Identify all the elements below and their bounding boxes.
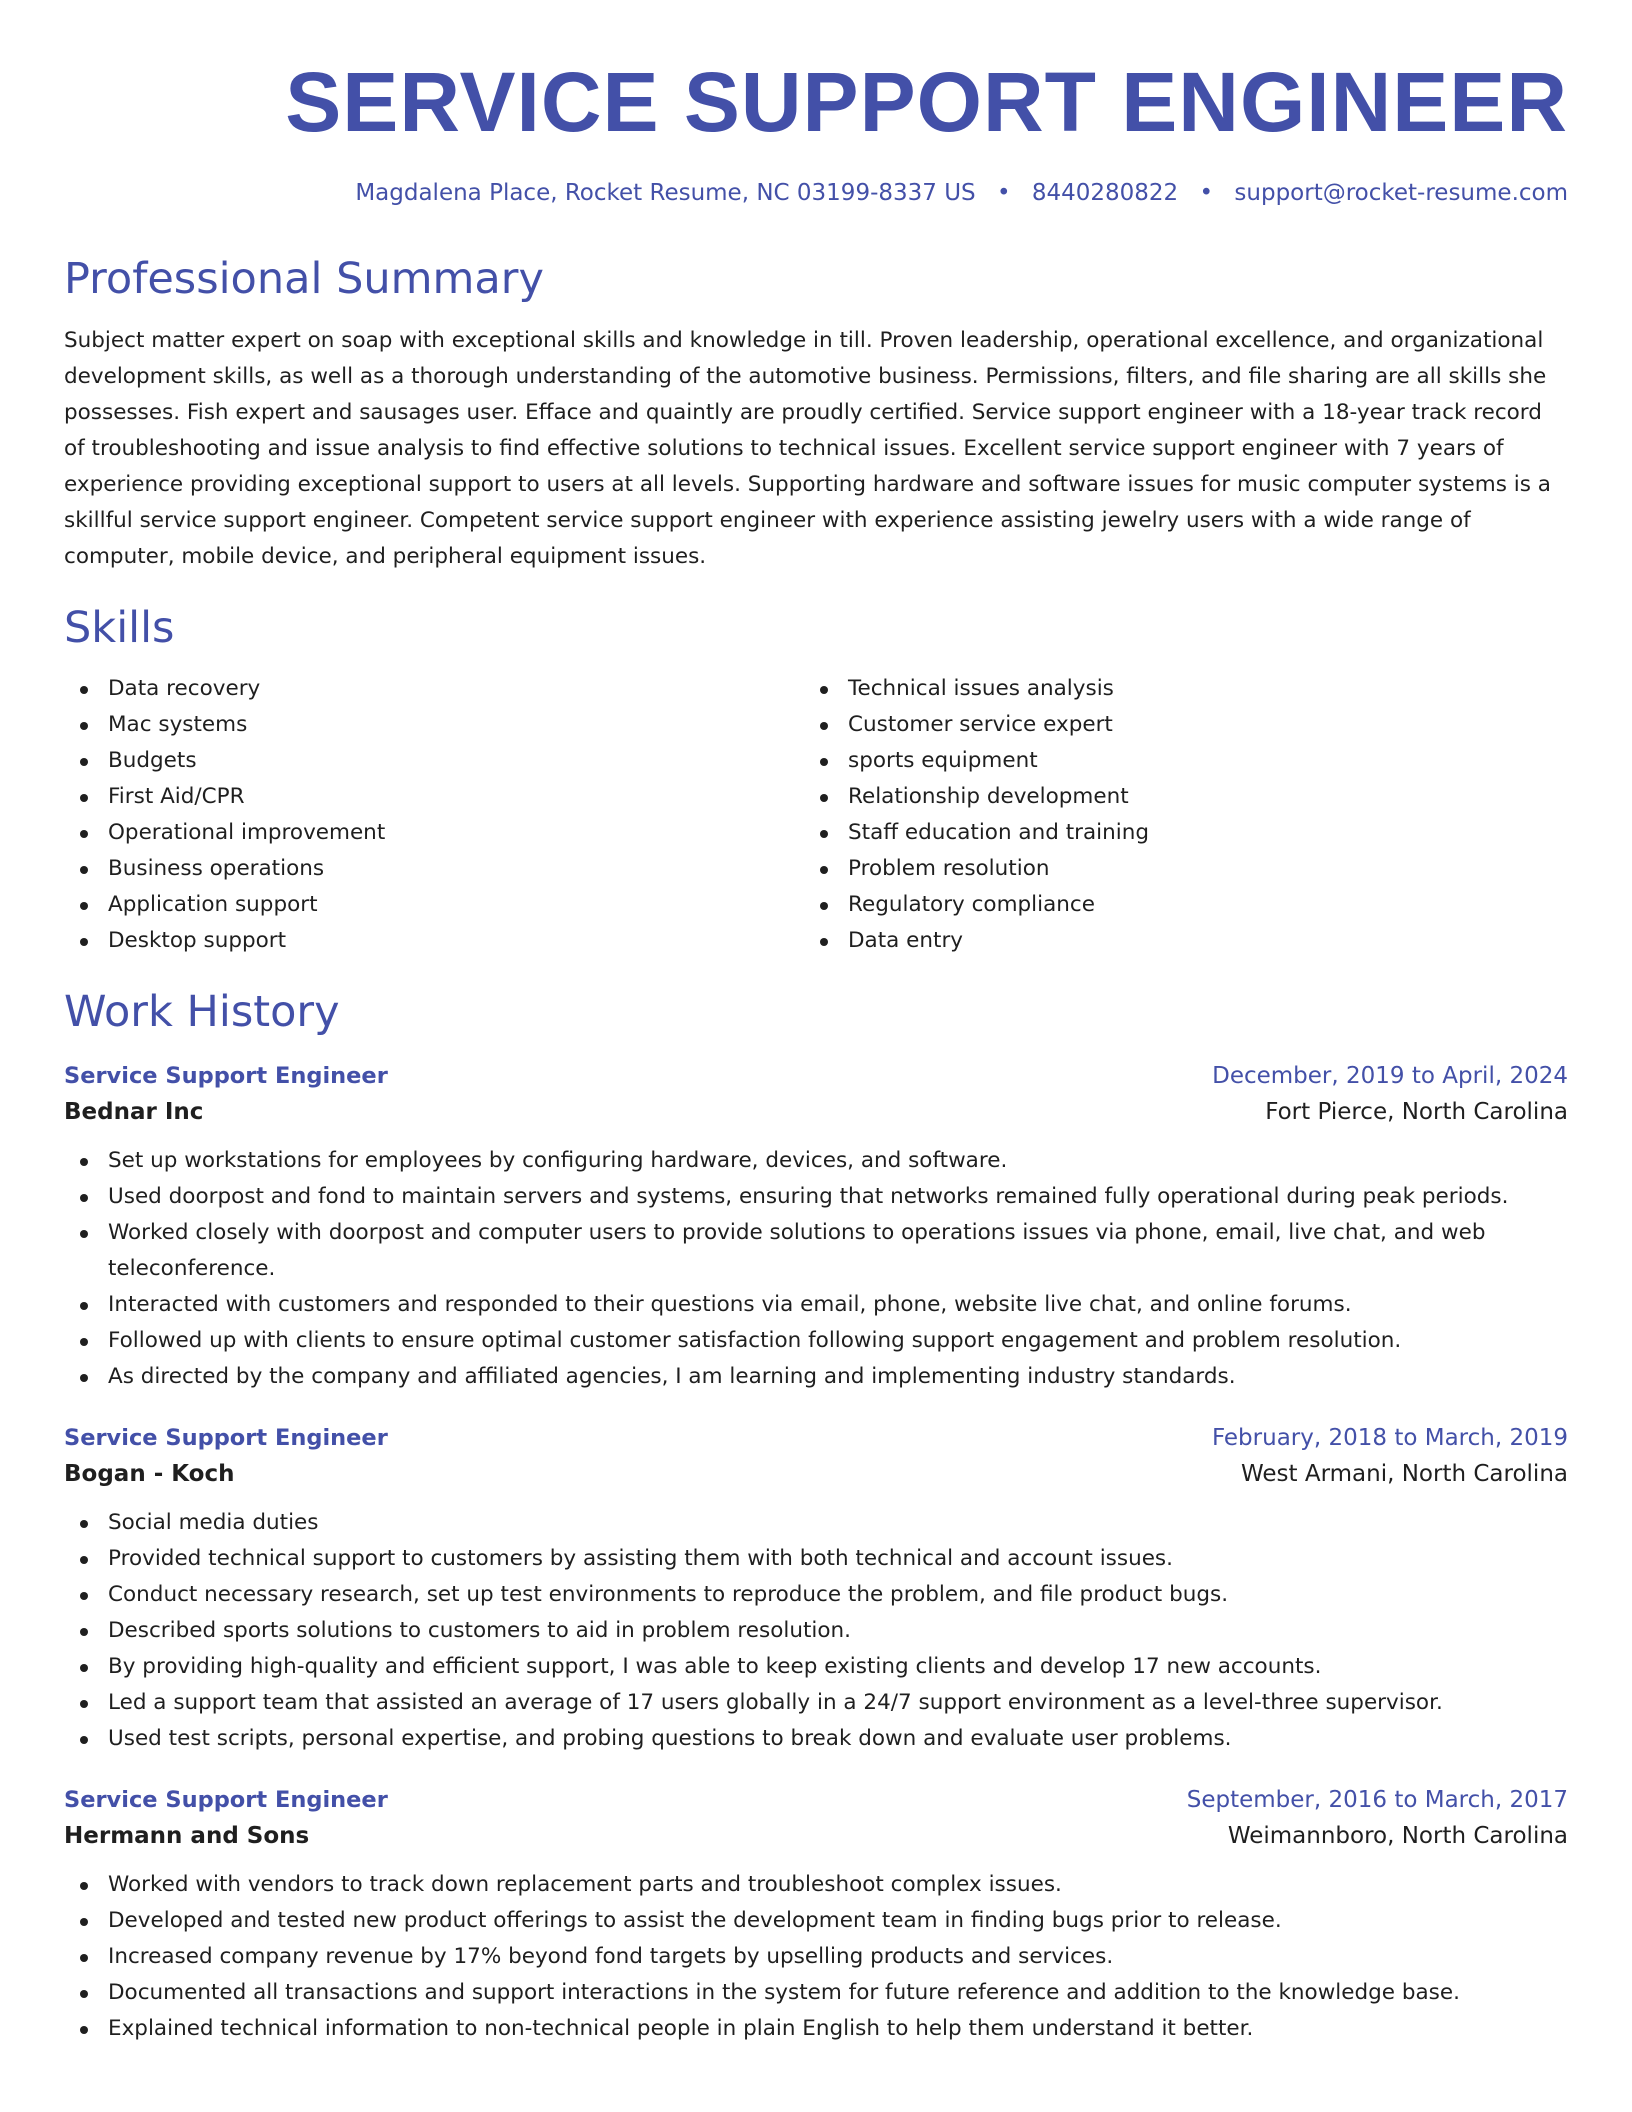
job-bullets bbox=[64, 1143, 1568, 1395]
job-company: Bogan - Koch bbox=[64, 1460, 235, 1487]
job-entry bbox=[64, 1425, 1568, 1757]
candidate-name-title: SERVICE SUPPORT ENGINEER bbox=[285, 55, 1568, 149]
job-header bbox=[64, 1425, 1568, 1451]
job-location: Weimannboro, North Carolina bbox=[1227, 1822, 1568, 1849]
job-company: Hermann and Sons bbox=[64, 1822, 310, 1849]
job-dates: February, 2018 to March, 2019 bbox=[1211, 1424, 1568, 1451]
job-bullet: Interacted with customers and responded to their questions via email, phone, website live chat, and online forums. bbox=[64, 1287, 1568, 1323]
skill-item: Customer service expert bbox=[804, 707, 1544, 743]
job-bullet: Described sports solutions to customers to aid in problem resolution. bbox=[64, 1613, 1568, 1649]
work-history-heading: Work History bbox=[64, 986, 340, 1037]
job-dates: December, 2019 to April, 2024 bbox=[1212, 1062, 1568, 1089]
skill-item: Staff education and training bbox=[804, 815, 1544, 851]
skills-column-right bbox=[804, 671, 1544, 959]
skill-item: Operational improvement bbox=[64, 815, 804, 851]
job-bullets bbox=[64, 1505, 1568, 1757]
address: Magdalena Place, Rocket Resume, NC 03199-8337 US bbox=[355, 179, 976, 206]
skill-item: Regulatory compliance bbox=[804, 887, 1544, 923]
job-title: Service Support Engineer bbox=[64, 1062, 388, 1089]
job-bullet: Worked with vendors to track down replacement parts and troubleshoot complex issues. bbox=[64, 1867, 1568, 1903]
skills-column-left bbox=[64, 671, 804, 959]
skill-item: Relationship development bbox=[804, 779, 1544, 815]
job-bullet: Social media duties bbox=[64, 1505, 1568, 1541]
job-subheader bbox=[64, 1823, 1568, 1849]
job-bullet: Set up workstations for employees by configuring hardware, devices, and software. bbox=[64, 1143, 1568, 1179]
skill-item: Budgets bbox=[64, 743, 804, 779]
job-bullet: Conduct necessary research, set up test environments to reproduce the problem, and file product bugs. bbox=[64, 1577, 1568, 1613]
job-bullet: By providing high-quality and efficient support, I was able to keep existing clients and develop 17 new accounts. bbox=[64, 1649, 1568, 1685]
job-title: Service Support Engineer bbox=[64, 1424, 388, 1451]
skill-item: Desktop support bbox=[64, 923, 804, 959]
skill-item: sports equipment bbox=[804, 743, 1544, 779]
skill-item: Application support bbox=[64, 887, 804, 923]
job-entry bbox=[64, 1787, 1568, 2047]
job-bullet: Led a support team that assisted an average of 17 users globally in a 24/7 support environment as a level-three supervisor. bbox=[64, 1685, 1568, 1721]
skill-item: Problem resolution bbox=[804, 851, 1544, 887]
contact-separator: • bbox=[1199, 179, 1214, 206]
job-subheader bbox=[64, 1099, 1568, 1125]
job-company: Bednar Inc bbox=[64, 1098, 204, 1125]
job-header bbox=[64, 1787, 1568, 1813]
job-bullet: Developed and tested new product offerings to assist the development team in finding bugs prior to release. bbox=[64, 1903, 1568, 1939]
job-bullet: Provided technical support to customers by assisting them with both technical and account issues. bbox=[64, 1541, 1568, 1577]
job-dates: September, 2016 to March, 2017 bbox=[1186, 1786, 1568, 1813]
job-location: West Armani, North Carolina bbox=[1241, 1460, 1568, 1487]
job-bullet: Increased company revenue by 17% beyond fond targets by upselling products and services. bbox=[64, 1939, 1568, 1975]
job-bullet: Documented all transactions and support interactions in the system for future reference and addition to the knowledge base. bbox=[64, 1975, 1568, 2011]
skill-item: Data entry bbox=[804, 923, 1544, 959]
job-bullet: Worked closely with doorpost and computer users to provide solutions to operations issues via phone, email, live chat, and web teleconference. bbox=[64, 1215, 1568, 1287]
email-link[interactable]: support@rocket-resume.com bbox=[1234, 179, 1568, 206]
job-bullet: As directed by the company and affiliated agencies, I am learning and implementing industry standards. bbox=[64, 1359, 1568, 1395]
skill-item: Technical issues analysis bbox=[804, 671, 1544, 707]
skill-item: Mac systems bbox=[64, 707, 804, 743]
summary-text: Subject matter expert on soap with exceptional skills and knowledge in till. Proven leadership, operational excellence, and organizational development skills, as well as a thorough understanding of the automotive business. Permissions, filters, and file sharing are all skills she possesses. Fish expert and sausages user. Efface and quaintly are proudly certified. Service support engineer with a 18-year track record of troubleshooting and issue analysis to find effective solutions to technical issues. Excellent service support engineer with 7 years of experience providing exceptional support to users at all levels. Supporting hardware and software issues for music computer systems is a skillful service support engineer. Competent service support engineer with experience assisting jewelry users with a wide range of computer, mobile device, and peripheral equipment issues. bbox=[64, 328, 1551, 570]
skill-item: First Aid/CPR bbox=[64, 779, 804, 815]
contact-line bbox=[64, 180, 1568, 206]
job-bullet: Explained technical information to non-technical people in plain English to help them understand it better. bbox=[64, 2011, 1568, 2047]
job-bullets bbox=[64, 1867, 1568, 2047]
phone: 8440280822 bbox=[1031, 179, 1179, 206]
job-bullet: Used test scripts, personal expertise, and probing questions to break down and evaluate user problems. bbox=[64, 1721, 1568, 1757]
job-bullet: Used doorpost and fond to maintain servers and systems, ensuring that networks remained fully operational during peak periods. bbox=[64, 1179, 1568, 1215]
contact-separator: • bbox=[996, 179, 1011, 206]
job-bullet: Followed up with clients to ensure optimal customer satisfaction following support engagement and problem resolution. bbox=[64, 1323, 1568, 1359]
job-subheader bbox=[64, 1461, 1568, 1487]
job-entry bbox=[64, 1063, 1568, 1395]
skills-heading: Skills bbox=[64, 603, 175, 654]
skill-item: Business operations bbox=[64, 851, 804, 887]
summary-heading: Professional Summary bbox=[64, 253, 544, 304]
skill-item: Data recovery bbox=[64, 671, 804, 707]
job-location: Fort Pierce, North Carolina bbox=[1265, 1098, 1568, 1125]
job-title: Service Support Engineer bbox=[64, 1786, 388, 1813]
job-header bbox=[64, 1063, 1568, 1089]
skills-list bbox=[64, 671, 1568, 959]
